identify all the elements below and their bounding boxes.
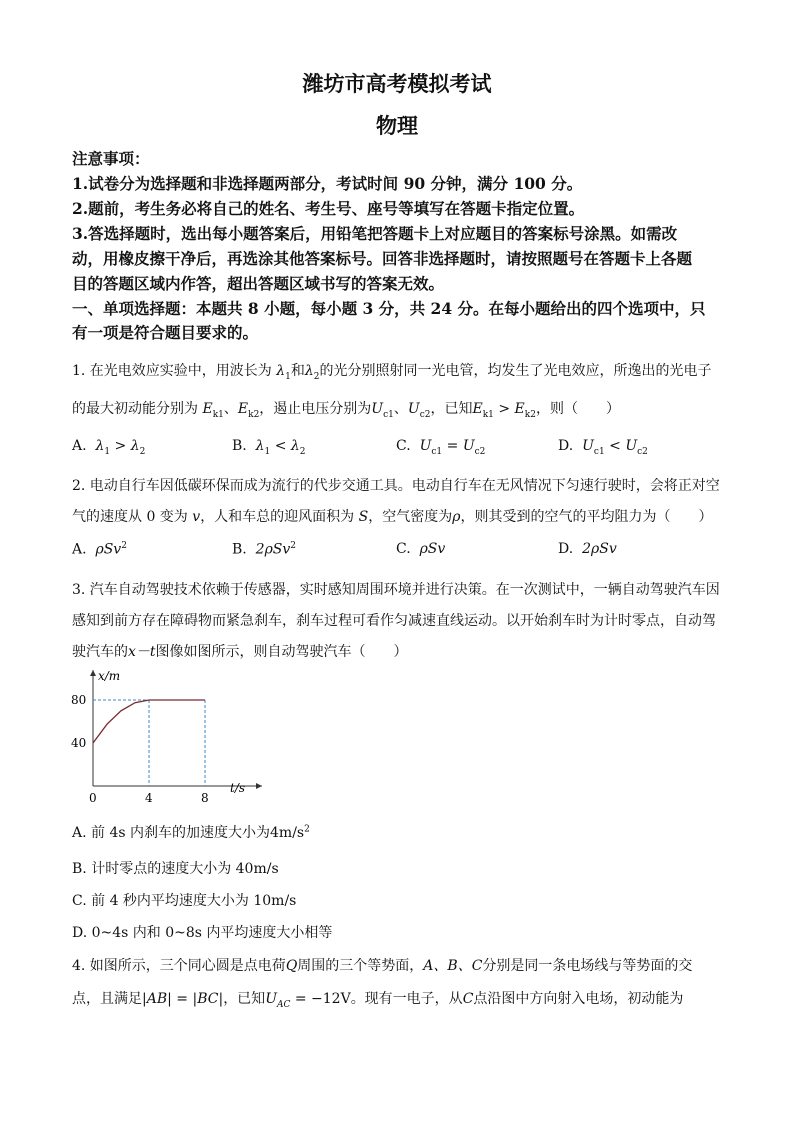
question-1-line-2: 的最大初动能分别为 $E_{k1}$、$E_{k2}$，遏止电压分别为$U_{c1}$、$U_{c2}$，已知$E_{k1} > E_{k2}$，则（ ） [72,401,620,420]
q3-option-d[interactable]: D. 0~4s 内和 0~8s 内平均速度大小相等 [72,925,333,941]
notice-item: 1.试卷分为选择题和非选择题两部分，考试时间 90 分钟，满分 100 分。 [72,174,583,193]
x-tick-label: 0 [89,791,97,805]
x-t-graph [62,664,272,814]
section-heading-cont: 有一项是符合题目要求的。 [72,323,259,342]
question-3-line-3: 驶汽车的x－t图像如图所示，则自动驾驶汽车（ ） [72,644,408,660]
question-1-line-1: 1. 在光电效应实验中，用波长为 $\lambda_1$和$\lambda_2$的光分别照射同一光电管，均发生了光电效应，所逸出的光电子 [72,363,712,382]
x-tick-label: 4 [145,791,153,805]
notice-heading: 注意事项： [72,149,150,168]
y-axis-label: x/m [98,669,121,683]
q2-option-b[interactable]: B. 2ρSv$^2$ [232,541,297,558]
question-4-line-2: 点，且满足|AB| = |BC|，已知$U_{AC} = -12V$。现有一电子，从C点沿图中方向射入电场，初动能为 [72,991,684,1010]
y-tick-label: 40 [71,736,87,750]
question-4-line-1: 4. 如图所示，三个同心圆是点电荷Q周围的三个等势面，A、B、C分别是同一条电场线与等势面的交 [72,958,693,974]
q3-option-a[interactable]: A. 前 4s 内刹车的加速度大小为$4m/s^2$ [72,824,310,841]
q1-option-b[interactable]: B. $\lambda_1 < \lambda_2$ [232,438,306,457]
question-3-line-2: 感知到前方存在障碍物而紧急刹车，刹车过程可看作匀减速直线运动。以开始刹车时为计时零点，自动驾 [72,613,716,629]
question-2-line-2: 气的速度从 0 变为 v，人和车总的迎风面积为 S，空气密度为ρ，则其受到的空气的平均阻力为（ ） [72,509,713,525]
x-tick-label: 8 [201,791,209,805]
y-tick-label: 80 [71,693,87,707]
notice-item: 3.答选择题时，选出每小题答案后，用铅笔把答题卡上对应题目的答案标号涂黑。如需改 [72,224,678,243]
question-3-line-1: 3. 汽车自动驾驶技术依赖于传感器，实时感知周围环境并进行决策。在一次测试中，一辆自动驾驶汽车因 [72,582,720,598]
subject-title: 物理 [376,113,418,138]
q2-option-a[interactable]: A. ρSv$^2$ [72,541,127,558]
q3-option-c[interactable]: C. 前 4 秒内平均速度大小为 10m/s [72,893,297,909]
q1-option-d[interactable]: D. $U_{c1} < U_{c2}$ [558,438,648,457]
notice-item: 动，用橡皮擦干净后，再选涂其他答案标号。回答非选择题时，请按照题号在答题卡上各题 [72,249,693,268]
q2-option-c[interactable]: C. ρSv [396,541,446,557]
section-heading: 一、单项选择题：本题共 8 小题，每小题 3 分，共 24 分。在每小题给出的四个选项中，只 [72,299,706,318]
q3-option-b[interactable]: B. 计时零点的速度大小为 40m/s [72,861,279,877]
q1-option-c[interactable]: C. $U_{c1} = U_{c2}$ [396,438,486,457]
question-2-line-1: 2. 电动自行车因低碳环保而成为流行的代步交通工具。电动自行车在无风情况下匀速行驶时，会将正对空 [72,478,720,494]
notice-item: 目的答题区域内作答，超出答题区域书写的答案无效。 [72,274,445,293]
q1-option-a[interactable]: A. $\lambda_1 > \lambda_2$ [72,438,146,457]
notice-item: 2.题前，考生务必将自己的姓名、考生号、座号等填写在答题卡指定位置。 [72,199,585,218]
q2-option-d[interactable]: D. 2ρSv [558,541,617,557]
exam-title: 潍坊市高考模拟考试 [302,71,492,96]
x-axis-label: t/s [230,781,246,795]
